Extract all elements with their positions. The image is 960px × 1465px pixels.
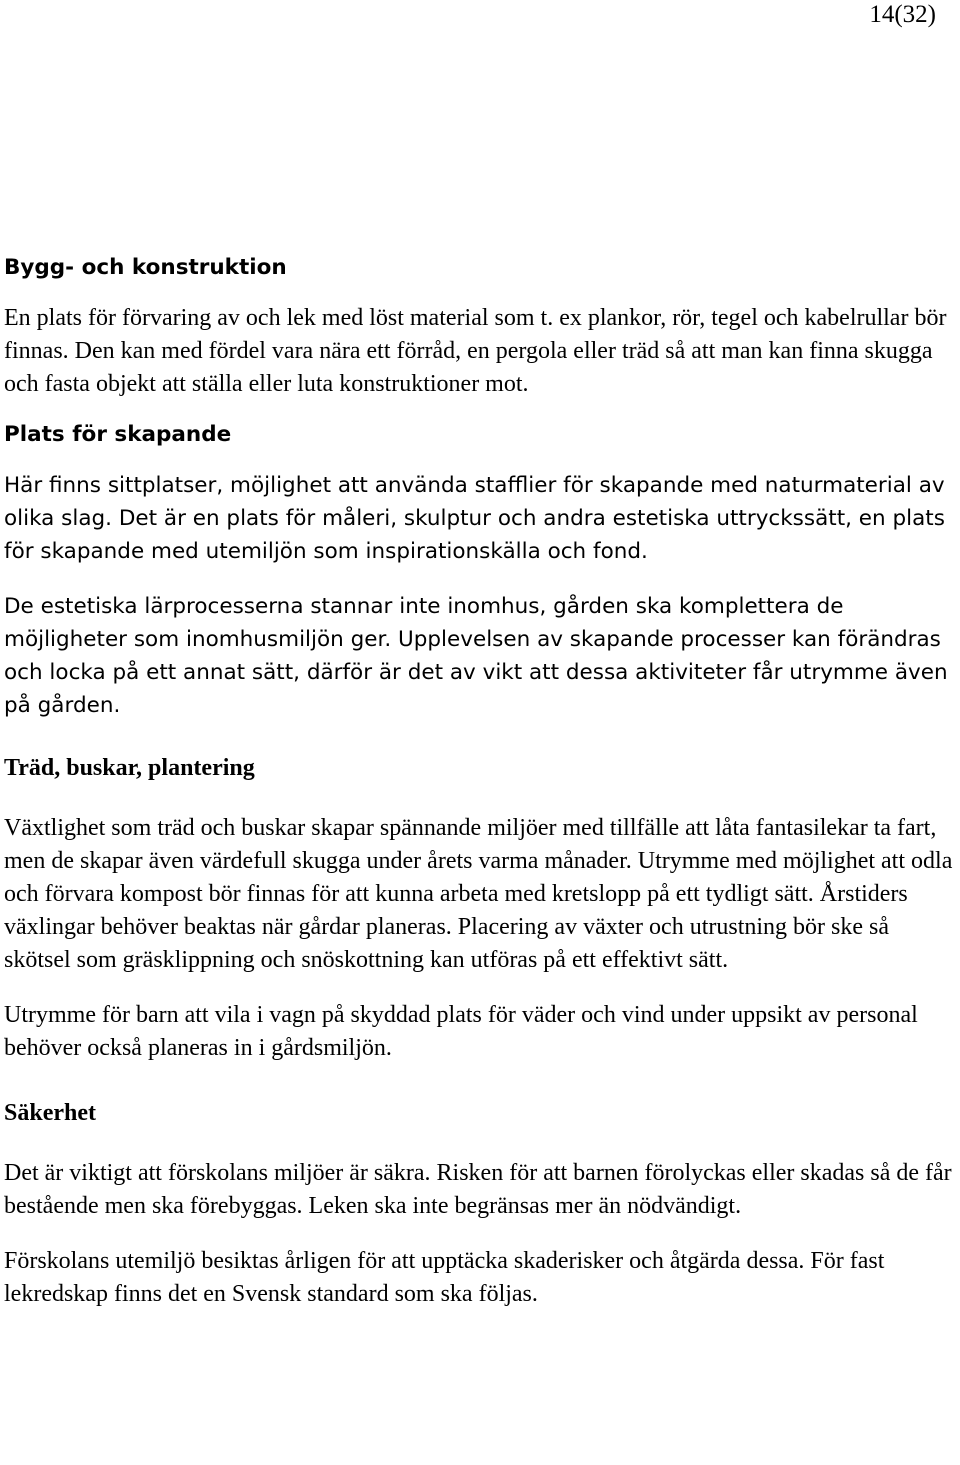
heading-bygg: Bygg- och konstruktion xyxy=(4,255,287,280)
paragraph-trad-2: Utrymme för barn att vila i vagn på skyddad plats för väder och vind under uppsikt av personal behöver också planeras in i gårdsmiljön. xyxy=(4,1002,918,1061)
paragraph-bygg: En plats för förvaring av och lek med löst material som t. ex plankor, rör, tegel och kabelrullar bör finnas. Den kan med fördel vara nära ett förråd, en pergola eller träd så att man kan finna skugga och fasta objekt att ställa eller luta konstruktioner mot. xyxy=(4,305,947,397)
paragraph-sakerhet-1: Det är viktigt att förskolans miljöer är säkra. Risken för att barnen förolyckas eller skadas så de får bestående men ska förebyggas. Leken ska inte begränsas mer än nödvändigt. xyxy=(4,1160,952,1219)
page-number: 14(32) xyxy=(869,1,936,28)
paragraph-skapande-2: De estetiska lärprocesserna stannar inte inomhus, gården ska komplettera de möjligheter som inomhusmiljön ger. Upplevelsen av skapande processer kan förändras och locka på ett annat sätt, därför är det av vikt att dessa aktiviteter får utrymme även på gården. xyxy=(4,594,948,718)
heading-trad: Träd, buskar, plantering xyxy=(4,755,255,781)
paragraph-sakerhet-2: Förskolans utemiljö besiktas årligen för att upptäcka skaderisker och åtgärda dessa. För fast lekredskap finns det en Svensk standard som ska följas. xyxy=(4,1248,885,1307)
paragraph-trad-1: Växtlighet som träd och buskar skapar spännande miljöer med tillfälle att låta fantasilekar ta fart, men de skapar även värdefull skugga under årets varma månader. Utrymme med möjlighet att odla och förvara kompost bör finnas för att kunna arbeta med kretslopp på ett tydligt sätt. Årstiders växlingar behöver beaktas när gårdar planeras. Placering av växter och utrustning bör ske så skötsel som gräsklippning och snöskottning kan utföras på ett effektivt sätt. xyxy=(4,815,953,973)
document-body xyxy=(4,252,956,1311)
heading-sakerhet: Säkerhet xyxy=(4,1100,96,1126)
heading-skapande: Plats för skapande xyxy=(4,422,232,447)
paragraph-skapande-1: Här finns sittplatser, möjlighet att använda stafflier för skapande med naturmaterial av olika slag. Det är en plats för måleri, skulptur och andra estetiska uttryckssätt, en plats för skapande med utemiljön som inspirationskälla och fond. xyxy=(4,473,945,564)
